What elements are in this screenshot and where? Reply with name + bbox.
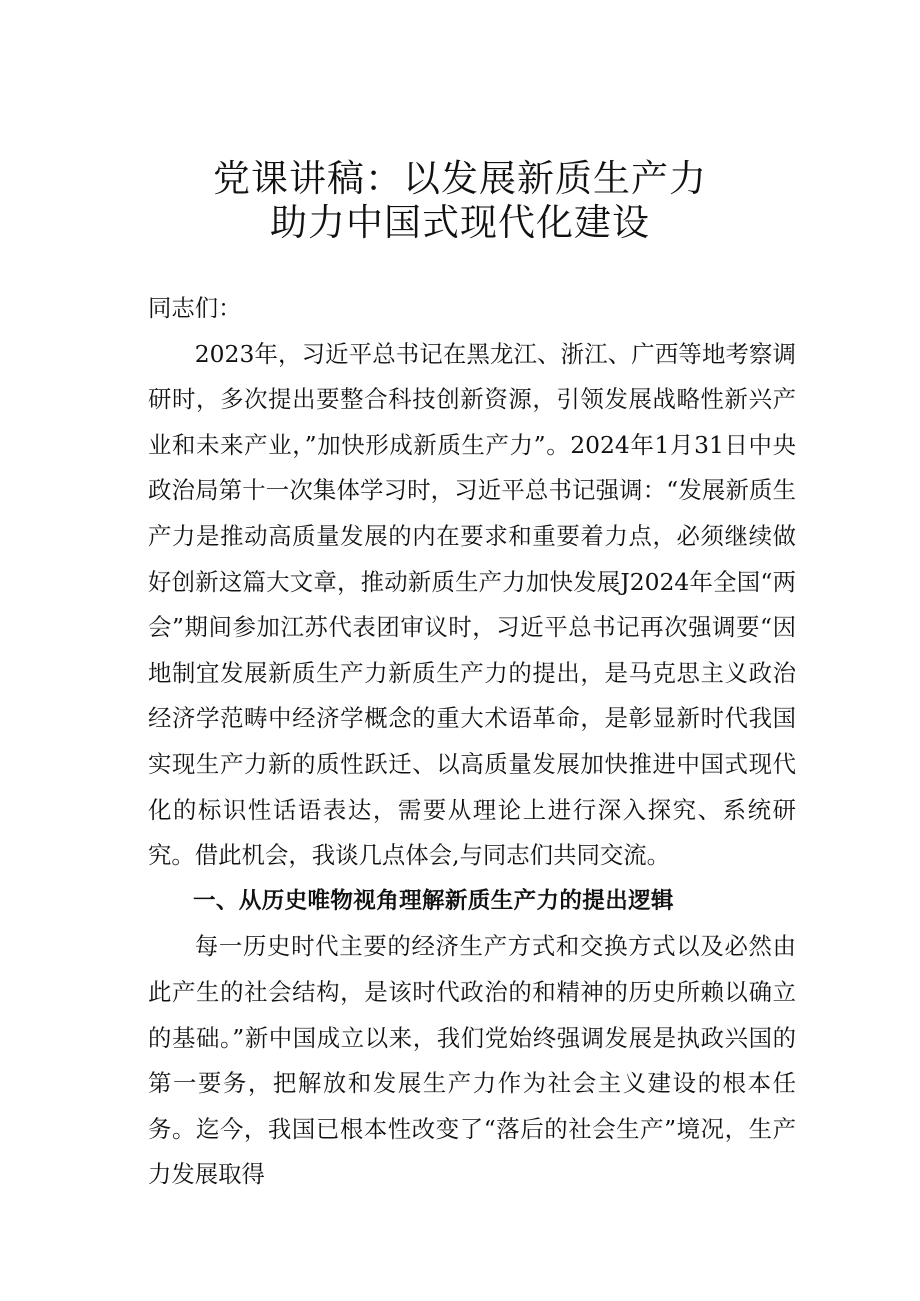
paragraph-section-1: 每一历史时代主要的经济生产方式和交换方式以及必然由此产生的社会结构，是该时代政治的和精神的历史所赖以确立的基础。”新中国成立以来，我们党始终强调发展是执政兴国的第一要务，把解放和发展生产力作为社会主义建设的根本任务。迄今，我国已根本性改变了“落后的社会生产”境况，生产力发展取得	[148, 932, 796, 1189]
salutation: 同志们：	[148, 294, 242, 322]
document-title-line-1: 党课讲稿：以发展新质生产力	[213, 157, 707, 200]
document-title-line-2: 助力中国式现代化建设	[270, 201, 650, 244]
section-heading-1: 一、从历史唯物视角理解新质生产力的提出逻辑	[193, 887, 674, 914]
document-body	[148, 286, 796, 1198]
paragraph-intro: 2023年，习近平总书记在黑龙江、浙江、广西等地考察调研时，多次提出要整合科技创新资源，引领发展战略性新兴产业和未来产业，”加快形成新质生产力”。2024年1月31日中央政治局第十一次集体学习时，习近平总书记强调：“发展新质生产力是推动高质量发展的内在要求和重要着力点，必须继续做好创新这篇大文章，推动新质生产力加快发展J2024年全国“两会”期间参加江苏代表团审议时，习近平总书记再次强调要“因地制宜发展新质生产力新质生产力的提出，是马克思主义政治经济学范畴中经济学概念的重大术语革命，是彰显新时代我国实现生产力新的质性跃迁、以高质量发展加快推进中国式现代化的标识性话语表达，需要从理论上进行深入探究、系统研究。借此机会，我谈几点体会,与同志们共同交流。	[148, 339, 796, 870]
